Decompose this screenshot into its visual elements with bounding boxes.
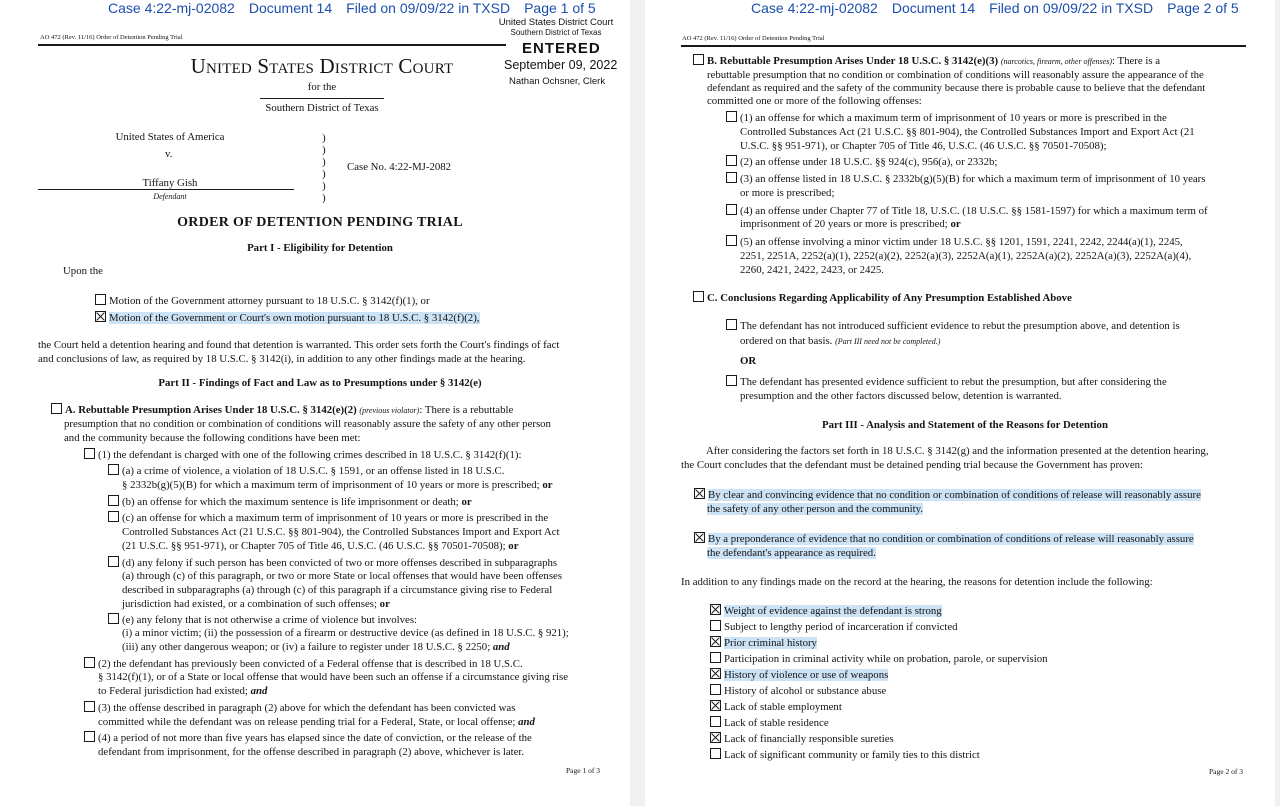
header-rule xyxy=(38,44,506,46)
clear-convincing-item xyxy=(694,488,1201,502)
section-c-checkbox[interactable] xyxy=(693,291,704,302)
b4-text-2: imprisonment of 20 years or more is prescribed; xyxy=(740,218,951,230)
a3-and: and xyxy=(518,716,535,728)
reason-3-label: Participation in criminal activity while on probation, parole, or supervision xyxy=(724,653,1048,665)
b1-checkbox[interactable] xyxy=(726,111,737,122)
b3-item xyxy=(726,172,1205,186)
b1-text-3: U.S.C. §§ 951-971), or Chapter 705 of Title 46, U.S.C. (46 U.S.C. §§ 70501-70508); xyxy=(740,140,1107,152)
c2-text-1: The defendant has presented evidence sufficient to rebut the presumption, but after considering the xyxy=(740,376,1167,388)
a4-text-2: defendant from imprisonment, for the offense described in paragraph (2) above, whichever is later. xyxy=(98,746,525,758)
a1d-checkbox[interactable] xyxy=(108,556,119,567)
a1e-text-1: (e) any felony that is not otherwise a crime of violence but involves: xyxy=(122,614,418,626)
reason-7 xyxy=(710,716,829,730)
district-rule xyxy=(260,98,384,99)
b5-text-3: 2260, 2421, 2422, 2423, or 2425. xyxy=(740,264,884,276)
section-b-checkbox[interactable] xyxy=(693,54,704,65)
form-id-2: AO 472 (Rev. 11/16) Order of Detention Pending Trial xyxy=(682,35,825,42)
reason-2-checkbox[interactable] xyxy=(710,636,721,647)
defendant-rule xyxy=(38,189,294,190)
clear-convincing-text-1: By clear and convincing evidence that no condition or combination of conditions of release will reasonably assure xyxy=(708,489,1201,501)
b4-checkbox[interactable] xyxy=(726,204,737,215)
a1a-line-2 xyxy=(122,479,553,492)
preponderance-text-1: By a preponderance of evidence that no condition or combination of conditions of release will reasonably assure xyxy=(708,533,1194,545)
header-page: Page 1 of 5 xyxy=(524,0,596,16)
caption-plaintiff: United States of America xyxy=(115,131,225,143)
a1a-text-1: (a) a crime of violence, a violation of 18 U.S.C. § 1591, or an offense listed in 18 U.S.C. xyxy=(122,465,505,477)
motion-1-text: Motion of the Government attorney pursuant to 18 U.S.C. § 3142(f)(1), or xyxy=(109,295,430,307)
motion-2 xyxy=(95,311,480,325)
a1-item xyxy=(84,448,521,462)
motion-1-checkbox[interactable] xyxy=(95,294,106,305)
b2-checkbox[interactable] xyxy=(726,155,737,166)
court-title: United States District Court xyxy=(190,54,454,78)
motion-2-checkbox[interactable] xyxy=(95,311,106,322)
a1e-line-3 xyxy=(122,641,510,654)
filing-header xyxy=(108,0,610,16)
clear-convincing-checkbox[interactable] xyxy=(694,488,705,499)
section-c-heading xyxy=(693,291,1072,305)
a1b-checkbox[interactable] xyxy=(108,495,119,506)
stamp-date: September 09, 2022 xyxy=(504,58,618,72)
page-2-footer: Page 2 of 3 xyxy=(1209,767,1243,776)
b2-text: (2) an offense under 18 U.S.C. §§ 924(c), 956(a), or 2332b; xyxy=(740,156,998,168)
c1-text-1: The defendant has not introduced sufficient evidence to rebut the presumption above, and detention is xyxy=(740,320,1180,332)
page-1-footer: Page 1 of 3 xyxy=(566,766,600,775)
a1b-or: or xyxy=(461,496,472,508)
a1c-text-1: (c) an offense for which a maximum term of imprisonment of 10 years or more is prescribed in the xyxy=(122,512,549,524)
a1-text: (1) the defendant is charged with one of the following crimes described in 18 U.S.C. § 3142(f)(1): xyxy=(98,449,522,461)
b4-item xyxy=(726,204,1208,218)
section-a-tail: : There is a rebuttable xyxy=(419,404,514,416)
a1d-item xyxy=(108,556,557,570)
a4-item xyxy=(84,731,532,745)
reason-3 xyxy=(710,652,1048,666)
a1-checkbox[interactable] xyxy=(84,448,95,459)
a1d-text-4: jurisdiction had existed, or a combination of such offenses; xyxy=(122,598,380,610)
in-addition-text: In addition to any findings made on the record at the hearing, the reasons for detention include the following: xyxy=(681,576,1153,588)
reason-6-checkbox[interactable] xyxy=(710,700,721,711)
a1d-text-1: (d) any felony if such person has been convicted of two or more offenses described in subparagraphs xyxy=(122,557,558,569)
caption-defendant-label: Defendant xyxy=(153,192,187,201)
section-b-tail: : There is a xyxy=(1112,55,1161,67)
section-a-heading xyxy=(51,403,513,417)
a1b-text: (b) an offense for which the maximum sentence is life imprisonment or death; xyxy=(122,496,462,508)
reason-4 xyxy=(710,668,888,682)
a1a-text-2: § 2332b(g)(5)(B) for which a maximum term of imprisonment of 10 years or more is prescribed; xyxy=(122,479,543,491)
stamp-district: Southern District of Texas xyxy=(510,28,602,37)
a3-checkbox[interactable] xyxy=(84,701,95,712)
b2-item xyxy=(726,155,997,169)
reason-2-label: Prior criminal history xyxy=(724,637,817,649)
reason-7-label: Lack of stable residence xyxy=(724,717,829,729)
c-or: OR xyxy=(740,355,757,367)
section-b-line-2: rebuttable presumption that no condition or combination of conditions will reasonably assure the appearance of the xyxy=(707,69,1204,81)
section-b-heading xyxy=(693,54,1160,68)
a3-line-2 xyxy=(98,716,535,729)
section-b-note: (narcotics, firearm, other offenses) xyxy=(1000,57,1112,66)
reason-1-checkbox[interactable] xyxy=(710,620,721,631)
b1-text-1: (1) an offense for which a maximum term of imprisonment of 10 years or more is prescribed in the xyxy=(740,112,1167,124)
reason-3-checkbox[interactable] xyxy=(710,652,721,663)
reason-8-checkbox[interactable] xyxy=(710,732,721,743)
a1e-text-2: (i) a minor victim; (ii) the possession of a firearm or destructive device (as defined in 18 U.S.C. § 921); xyxy=(122,627,569,639)
a1c-text-3: (21 U.S.C. §§ 951-971), or Chapter 705 of Title 46, U.S.C. (46 U.S.C. §§ 70501-70508); xyxy=(122,540,509,552)
reason-9 xyxy=(710,748,980,762)
b1-item xyxy=(726,111,1167,125)
a3-text-2: committed while the defendant was on release pending trial for a Federal, State, or local offense; xyxy=(98,716,519,728)
header-rule-2 xyxy=(681,45,1246,47)
reason-9-checkbox[interactable] xyxy=(710,748,721,759)
motion-2-text: Motion of the Government or Court's own motion pursuant to 18 U.S.C. § 3142(f)(2), xyxy=(109,312,480,324)
b5-text-1: (5) an offense involving a minor victim under 18 U.S.C. §§ 1201, 1591, 2241, 2242, 2244(a)(1), 2245, xyxy=(740,236,1183,248)
section-a-title: A. Rebuttable Presumption Arises Under 18 U.S.C. § 3142(e)(2) xyxy=(65,404,357,416)
header-filed-2: Filed on 09/09/22 in TXSD xyxy=(989,0,1154,16)
c1-note: (Part III need not be completed.) xyxy=(835,337,941,346)
reason-5-checkbox[interactable] xyxy=(710,684,721,695)
court-held-line-2: and conclusions of law, as required by 18 U.S.C. § 3142(i), in addition to any other findings made at the hearing. xyxy=(38,353,526,365)
b1-text-2: Controlled Substances Act (21 U.S.C. §§ 801-904), the Controlled Substances Import and Export Act (21 xyxy=(740,126,1195,138)
a4-text-1: (4) a period of not more than five years has elapsed since the date of conviction, or the release of the xyxy=(98,732,532,744)
a1c-checkbox[interactable] xyxy=(108,511,119,522)
preponderance-text-2: the defendant's appearance as required. xyxy=(707,547,876,559)
header-case: Case 4:22-mj-02082 xyxy=(108,0,235,16)
caption-vs: v. xyxy=(165,148,173,160)
a4-checkbox[interactable] xyxy=(84,731,95,742)
preponderance-checkbox[interactable] xyxy=(694,532,705,543)
reason-6-label: Lack of stable employment xyxy=(724,701,842,713)
a1c-item xyxy=(108,511,548,525)
preponderance-item xyxy=(694,532,1194,546)
c2-item xyxy=(726,375,1167,389)
header-document: Document 14 xyxy=(248,0,333,16)
section-b-line-3: defendant as required and the safety of the community because there is probable cause to believe that the defendant xyxy=(707,82,1206,94)
a2-item xyxy=(84,657,523,671)
a1e-item xyxy=(108,613,417,627)
reason-6 xyxy=(710,700,842,714)
entered-stamp xyxy=(496,17,616,37)
reason-8 xyxy=(710,732,894,746)
reason-0 xyxy=(710,604,942,618)
reason-5 xyxy=(710,684,886,698)
header-filed: Filed on 09/09/22 in TXSD xyxy=(346,0,511,16)
reason-4-checkbox[interactable] xyxy=(710,668,721,679)
a1c-line-3 xyxy=(122,540,519,553)
part3-line-1: After considering the factors set forth in 18 U.S.C. § 3142(g) and the information presented at the detention hearing, xyxy=(706,445,1209,457)
c1-line-2 xyxy=(740,335,940,348)
a1a-or: or xyxy=(542,479,553,491)
c1-item xyxy=(726,319,1180,333)
a1d-text-2: (a) through (c) of this paragraph, or two or more State or local offenses that would have been offenses xyxy=(122,570,563,582)
upon-the: Upon the xyxy=(63,265,103,277)
a2-text-3: to Federal jurisdiction had existed; xyxy=(98,685,251,697)
a1a-item xyxy=(108,464,504,478)
preponderance-line-2 xyxy=(707,547,876,560)
document-page-1 xyxy=(0,0,630,806)
caption-defendant: Tiffany Gish xyxy=(142,177,198,189)
stamp-clerk: Nathan Ochsner, Clerk xyxy=(509,76,606,87)
part3-title: Part III - Analysis and Statement of the Reasons for Detention xyxy=(822,419,1108,431)
header-case-2: Case 4:22-mj-02082 xyxy=(751,0,878,16)
b4-or: or xyxy=(950,218,961,230)
for-the: for the xyxy=(307,81,337,93)
clear-convincing-line-2 xyxy=(707,503,923,516)
b3-text-1: (3) an offense listed in 18 U.S.C. § 2332b(g)(5)(B) for which a maximum term of imprisonment of 10 years xyxy=(740,173,1206,185)
motion-1 xyxy=(95,294,430,308)
c2-text-2: presumption and the other factors discussed below, detention is warranted. xyxy=(740,390,1062,402)
a2-line-3 xyxy=(98,685,267,698)
a1b-item xyxy=(108,495,472,509)
a3-item xyxy=(84,701,515,715)
c1-text-2: ordered on that basis. xyxy=(740,335,836,347)
b4-line-2 xyxy=(740,218,961,231)
section-a-note: (previous violator) xyxy=(359,406,420,415)
clear-convincing-text-2: the safety of any other person and the community. xyxy=(707,503,924,515)
a3-text-1: (3) the offense described in paragraph (2) above for which the defendant has been convicted was xyxy=(98,702,516,714)
reason-5-label: History of alcohol or substance abuse xyxy=(724,685,887,697)
section-c-title: C. Conclusions Regarding Applicability of Any Presumption Established Above xyxy=(707,292,1072,304)
reason-8-label: Lack of financially responsible sureties xyxy=(724,733,894,745)
b5-item xyxy=(726,235,1183,249)
part1-title: Part I - Eligibility for Detention xyxy=(247,242,393,254)
a1c-or: or xyxy=(508,540,519,552)
a1d-line-4 xyxy=(122,598,390,611)
a1a-checkbox[interactable] xyxy=(108,464,119,475)
header-document-2: Document 14 xyxy=(891,0,976,16)
reason-2 xyxy=(710,636,817,650)
header-page-2: Page 2 of 5 xyxy=(1167,0,1239,16)
stamp-court: United States District Court xyxy=(498,17,614,28)
a2-text-1: (2) the defendant has previously been convicted of a Federal offense that is described in 18 U.S.C. xyxy=(98,658,523,670)
court-held-line-1: the Court held a detention hearing and found that detention is warranted. This order sets forth the Court's findings of fact xyxy=(38,339,560,351)
court-district: Southern District of Texas xyxy=(265,102,379,114)
a1e-checkbox[interactable] xyxy=(108,613,119,624)
b5-checkbox[interactable] xyxy=(726,235,737,246)
reason-0-checkbox[interactable] xyxy=(710,604,721,615)
c1-checkbox[interactable] xyxy=(726,319,737,330)
part3-line-2: the Court concludes that the defendant must be detained pending trial because the Government has proven: xyxy=(681,459,1144,471)
section-a-checkbox[interactable] xyxy=(51,403,62,414)
a1d-text-3: described in subparagraphs (a) through (c) of this paragraph if a circumstance giving rise to Federal xyxy=(122,584,553,596)
b4-text-1: (4) an offense under Chapter 77 of Title 18, U.S.C. (18 U.S.C. §§ 1581-1597) for which a maximum term of xyxy=(740,205,1208,217)
reason-4-label: History of violence or use of weapons xyxy=(724,669,889,681)
section-a-line-3: and the community because the following conditions have been met: xyxy=(64,432,361,444)
b3-checkbox[interactable] xyxy=(726,172,737,183)
b3-text-2: or more is prescribed; xyxy=(740,187,835,199)
order-title: ORDER OF DETENTION PENDING TRIAL xyxy=(177,215,463,230)
section-a-line-2: presumption that no condition or combination of conditions will reasonably assure the safety of any other person xyxy=(64,418,551,430)
form-id: AO 472 (Rev. 11/16) Order of Detention Pending Trial xyxy=(40,34,183,41)
a1d-or: or xyxy=(379,598,390,610)
stamp-entered: ENTERED xyxy=(522,40,601,57)
section-b-line-4: committed one or more of the following offenses: xyxy=(707,95,922,107)
reason-0-label: Weight of evidence against the defendant is strong xyxy=(724,605,942,617)
a1e-and: and xyxy=(492,641,510,653)
a1c-text-2: Controlled Substances Act (21 U.S.C. §§ 801-904), the Controlled Substances Import and Export Act xyxy=(122,526,560,538)
a1e-text-3: (iii) any other dangerous weapon; or (iv) a failure to register under 18 U.S.C. § 2250; xyxy=(122,641,493,653)
part2-title: Part II - Findings of Fact and Law as to Presumptions under § 3142(e) xyxy=(158,377,482,389)
b5-text-2: 2251, 2251A, 2252(a)(1), 2252(a)(2), 2252(a)(3), 2252A(a)(1), 2252A(a)(2), 2252A(a)(3), 2252A(a)(4), xyxy=(740,250,1192,262)
document-page-2 xyxy=(645,0,1275,806)
a2-checkbox[interactable] xyxy=(84,657,95,668)
reason-1-label: Subject to lengthy period of incarceration if convicted xyxy=(724,621,958,633)
filing-header-2 xyxy=(751,0,1253,16)
c2-checkbox[interactable] xyxy=(726,375,737,386)
caption-case-no: Case No. 4:22-MJ-2082 xyxy=(347,161,452,173)
reason-1 xyxy=(710,620,958,634)
a2-and: and xyxy=(250,685,268,697)
section-b-title: B. Rebuttable Presumption Arises Under 18 U.S.C. § 3142(e)(3) xyxy=(707,55,999,67)
reason-7-checkbox[interactable] xyxy=(710,716,721,727)
a2-text-2: § 3142(f)(1), or of a State or local offense that would have been such an offense if a circumstance giving rise xyxy=(98,671,569,683)
reason-9-label: Lack of significant community or family ties to this district xyxy=(724,749,980,761)
caption-brackets: ) ) ) ) ) ) xyxy=(322,132,326,204)
